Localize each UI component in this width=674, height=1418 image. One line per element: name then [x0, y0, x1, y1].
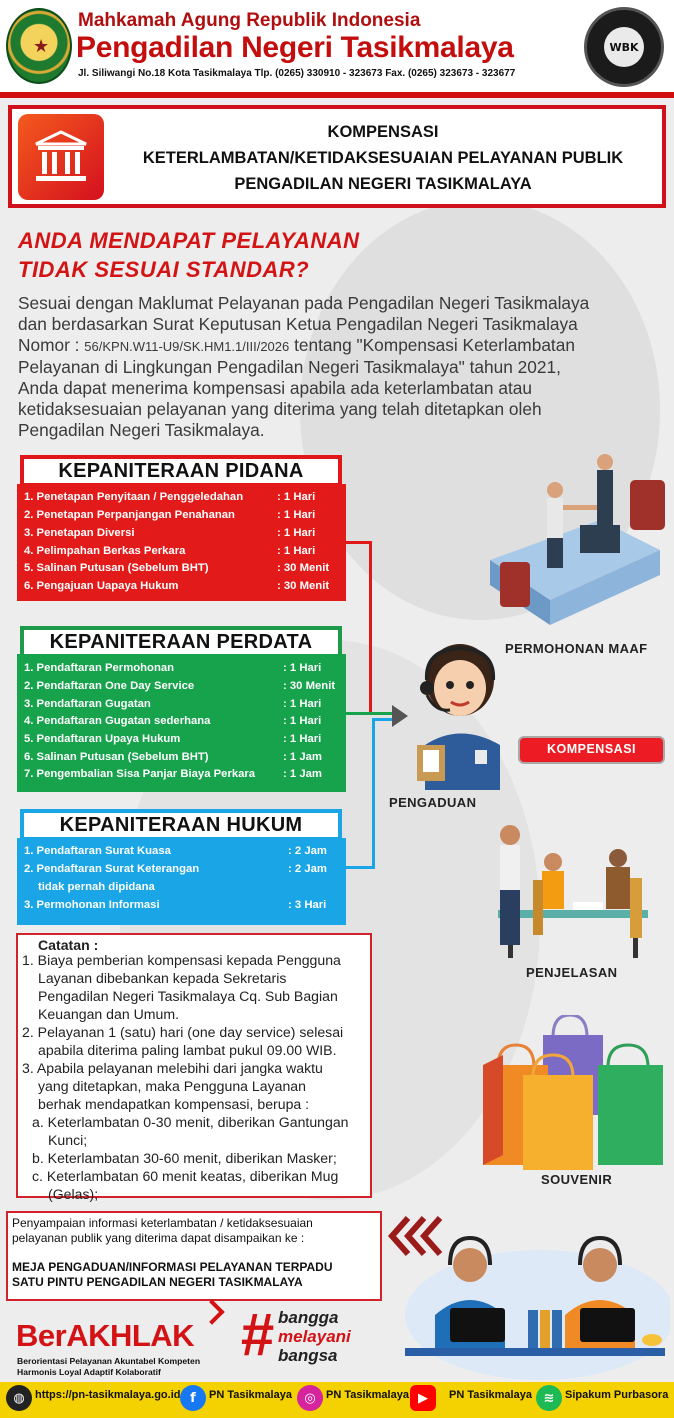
- permohonan-maaf-label: PERMOHONAN MAAF: [505, 641, 648, 656]
- note-line: (Gelas);: [48, 1186, 99, 1202]
- list-item-time: : 30 Menit: [277, 562, 330, 574]
- info-destination: SATU PINTU PENGADILAN NEGERI TASIKMALAYA: [12, 1275, 303, 1289]
- youtube-icon[interactable]: ▶: [410, 1385, 436, 1411]
- footer-instagram-link[interactable]: PN Tasikmalaya: [326, 1389, 409, 1401]
- list-item: 6. Salinan Putusan (Sebelum BHT): [24, 751, 209, 763]
- info-text: pelayanan publik yang diterima dapat disampaikan ke :: [12, 1231, 305, 1245]
- connector-line-hukum: [346, 866, 374, 869]
- connector-line-hukum: [372, 718, 375, 869]
- pidana-header: KEPANITERAAN PIDANA: [20, 455, 342, 487]
- note-line: Keuangan dan Umum.: [38, 1006, 180, 1022]
- service-desk-illustration: [390, 1220, 670, 1380]
- berakhlak-tagline: Berorientasi Pelayanan Akuntabel Kompeten Harmonis Loyal Adaptif Kolaboratif: [17, 1356, 201, 1377]
- intro-paragraph: Sesuai dengan Maklumat Pelayanan pada Pengadilan Negeri Tasikmalaya dan berdasarkan Surat Keputusan Ketua Pengadilan Negeri Tasikmalaya Nomor : 56/KPN.W11-U9/SK.HM1.1/III/2026 tentang "Kompensasi Keterlambatan Pelayanan di Lingkungan Pengadilan Negeri Tasikmalaya" tahun 2021, Anda dapat menerima kompensasi apabila ada keterlambatan atau ketidaksesuaian pelayanan yang diterima yang telah ditetapkan oleh Pengadilan Negeri Tasikmalaya.: [18, 293, 590, 440]
- note-line: 2. Pelayanan 1 (satu) hari (one day service) selesai: [22, 1024, 344, 1040]
- pidana-list: [17, 484, 346, 601]
- footer-website-link[interactable]: https://pn-tasikmalaya.go.id: [35, 1389, 181, 1401]
- list-item-time: : 1 Jam: [283, 768, 322, 780]
- info-text: Penyampaian informasi keterlambatan / ketidaksesuaian: [12, 1216, 313, 1230]
- list-item-time: : 30 Menit: [277, 580, 330, 592]
- hukum-list: [17, 838, 346, 925]
- pengaduan-label: PENGADUAN: [389, 795, 477, 810]
- list-item: 5. Pendaftaran Upaya Hukum: [24, 733, 181, 745]
- court-name: Pengadilan Negeri Tasikmalaya: [76, 31, 514, 64]
- list-item: 4. Pelimpahan Berkas Perkara: [24, 545, 186, 557]
- souvenir-bags-illustration: [478, 1015, 668, 1170]
- notes-title: Catatan :: [38, 937, 99, 953]
- page-title: KOMPENSASI KETERLAMBATAN/KETIDAKSESUAIAN PELAYANAN PUBLIK PENGADILAN NEGERI TASIKMALAYA: [142, 123, 624, 193]
- footer-youtube-link[interactable]: PN Tasikmalaya: [449, 1389, 532, 1401]
- question-heading: ANDA MENDAPAT PELAYANAN TIDAK SESUAI STANDAR?: [18, 228, 360, 282]
- list-item: 2. Pendaftaran Surat Keterangan: [24, 863, 200, 875]
- handshake-office-illustration: [480, 450, 670, 640]
- list-item: 6. Pengajuan Uapaya Hukum: [24, 580, 179, 592]
- list-item-time: : 2 Jam: [288, 863, 327, 875]
- list-item: 5. Salinan Putusan (Sebelum BHT): [24, 562, 209, 574]
- berakhlak-arrow-icon: [199, 1299, 224, 1324]
- note-line: a. Keterlambatan 0-30 menit, diberikan Gantungan: [32, 1114, 349, 1130]
- list-item: 3. Permohonan Informasi: [24, 899, 160, 911]
- bangga-melayani-bangsa: bangga melayani bangsa: [278, 1308, 351, 1365]
- note-line: 1. Biaya pemberian kompensasi kepada Pengguna: [22, 952, 341, 968]
- kompensasi-badge: KOMPENSASI: [518, 736, 665, 764]
- notes-box: [16, 933, 372, 1202]
- header-divider: [0, 92, 674, 98]
- list-item: 1. Pendaftaran Surat Kuasa: [24, 845, 171, 857]
- list-item-time: : 1 Hari: [283, 715, 322, 727]
- mahkamah-agung-logo: ★: [6, 8, 72, 84]
- spotify-icon[interactable]: ≋: [536, 1385, 562, 1411]
- berakhlak-logo: BerAKHLAK: [16, 1318, 195, 1353]
- list-item-time: : 2 Jam: [288, 845, 327, 857]
- facebook-icon[interactable]: f: [180, 1385, 206, 1411]
- connector-line-perdata: [346, 712, 394, 715]
- list-item-time: : 1 Hari: [277, 491, 316, 503]
- decree-number: 56/KPN.W11-U9/SK.HM1.1/III/2026: [84, 338, 290, 354]
- perdata-header: KEPANITERAAN PERDATA: [20, 626, 342, 658]
- list-item: 2. Pendaftaran One Day Service: [24, 680, 195, 692]
- connector-line-hukum: [372, 718, 394, 721]
- receptionist-illustration: [405, 640, 525, 790]
- instagram-icon[interactable]: ◎: [297, 1385, 323, 1411]
- list-item-time: : 1 Jam: [283, 751, 322, 763]
- penjelasan-label: PENJELASAN: [526, 965, 618, 980]
- institution-name: Mahkamah Agung Republik Indonesia: [78, 10, 421, 31]
- info-destination: MEJA PENGADUAN/INFORMASI PELAYANAN TERPADU: [12, 1260, 333, 1274]
- list-item: 1. Penetapan Penyitaan / Penggeledahan: [24, 491, 244, 503]
- note-line: Layanan dibebankan kepada Sekretaris: [38, 970, 287, 986]
- list-item-time: : 1 Hari: [277, 527, 316, 539]
- list-item-time: : 3 Hari: [288, 899, 327, 911]
- list-item-time: : 1 Hari: [283, 662, 322, 674]
- list-item-time: : 1 Hari: [283, 733, 322, 745]
- info-box: [6, 1211, 382, 1301]
- list-item: 3. Pendaftaran Gugatan: [24, 698, 151, 710]
- list-item: 7. Pengembalian Sisa Panjar Biaya Perkara: [24, 768, 256, 780]
- list-item-time: : 30 Menit: [283, 680, 336, 692]
- title-box: [8, 105, 666, 208]
- connector-line-pidana: [369, 541, 372, 713]
- list-item-time: : 1 Hari: [277, 509, 316, 521]
- globe-icon: ◍: [6, 1385, 32, 1411]
- courthouse-icon: [18, 114, 104, 200]
- note-line: 3. Apabila pelayanan melebihi dari jangka waktu: [22, 1060, 323, 1076]
- note-line: b. Keterlambatan 30-60 menit, diberikan Masker;: [32, 1150, 337, 1166]
- list-item-time: : 1 Hari: [277, 545, 316, 557]
- hukum-header: KEPANITERAAN HUKUM: [20, 809, 342, 841]
- note-line: c. Keterlambatan 60 menit keatas, diberikan Mug: [32, 1168, 339, 1184]
- footer-facebook-link[interactable]: PN Tasikmalaya: [209, 1389, 292, 1401]
- souvenir-label: SOUVENIR: [541, 1172, 613, 1187]
- list-item: 1. Pendaftaran Permohonan: [24, 662, 175, 674]
- list-item: 3. Penetapan Diversi: [24, 527, 135, 539]
- note-line: Pengadilan Negeri Tasikmalaya Cq. Sub Bagian: [38, 988, 338, 1004]
- bangga-hash-logo: #: [240, 1301, 274, 1368]
- list-item: 4. Pendaftaran Gugatan sederhana: [24, 715, 211, 727]
- footer-spotify-link[interactable]: Sipakum Purbasora: [565, 1389, 669, 1401]
- note-line: yang ditetapkan, maka Pengguna Layanan: [38, 1078, 306, 1094]
- list-item: 2. Penetapan Perpanjangan Penahanan: [24, 509, 235, 521]
- note-line: Kunci;: [48, 1132, 88, 1148]
- court-address: Jl. Siliwangi No.18 Kota Tasikmalaya Tlp. (0265) 330910 - 323673 Fax. (0265) 323673 - 323677: [78, 68, 516, 79]
- note-line: apabila diterima paling lambat pukul 09.00 WIB.: [38, 1042, 337, 1058]
- explanation-meeting-illustration: [478, 820, 668, 960]
- list-item-time: : 1 Hari: [283, 698, 322, 710]
- perdata-list: [17, 654, 346, 792]
- zona-integritas-logo: WBK: [584, 7, 664, 87]
- list-item: tidak pernah dipidana: [38, 881, 155, 893]
- note-line: berhak mendapatkan kompensasi, berupa :: [38, 1096, 310, 1112]
- header: [0, 0, 674, 95]
